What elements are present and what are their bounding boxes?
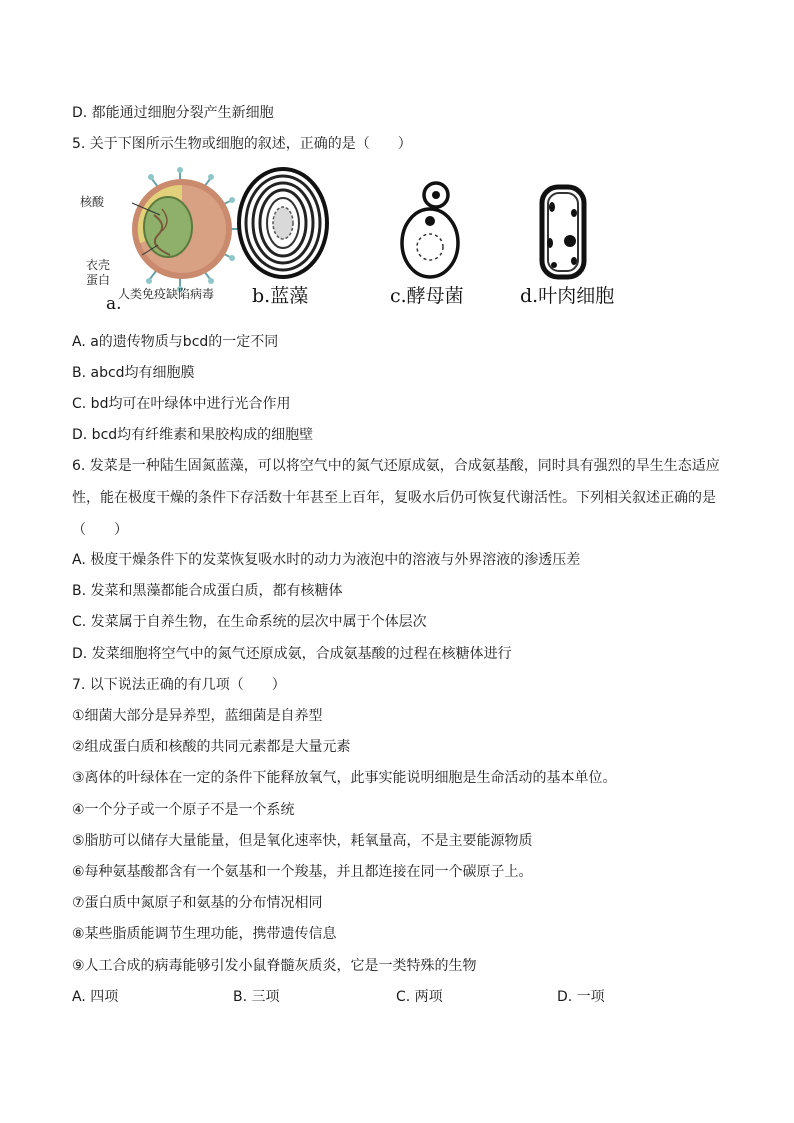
caption-d: d.叶肉细胞	[520, 285, 615, 307]
q6-option-c: C. 发菜属于自养生物，在生命系统的层次中属于个体层次	[72, 614, 427, 630]
q7-option-d: D. 一项	[557, 989, 605, 1005]
q5-figure	[72, 165, 652, 313]
q6-option-d: D. 发菜细胞将空气中的氮气还原成氨，合成氨基酸的过程在核糖体进行	[72, 646, 512, 662]
q7-option-c: C. 两项	[396, 989, 443, 1005]
caption-c: c.酵母菌	[390, 285, 464, 307]
caption-a: a.	[106, 294, 122, 314]
hiv-virus-image	[102, 165, 252, 295]
mesophyll-cell-image	[536, 183, 592, 283]
q7-stem: 7. 以下说法正确的有几项（ ）	[72, 677, 286, 693]
q5-option-a: A. a的遗传物质与bcd的一定不同	[72, 334, 279, 350]
prev-option-d: D. 都能通过细胞分裂产生新细胞	[72, 105, 274, 121]
label-capsid: 衣壳	[86, 258, 111, 272]
q5-option-d: D. bcd均有纤维素和果胶构成的细胞壁	[72, 427, 314, 443]
cyanobacteria-image	[237, 167, 329, 279]
caption-b: b.蓝藻	[252, 285, 309, 307]
q5-stem: 5. 关于下图所示生物或细胞的叙述，正确的是（ ）	[72, 136, 412, 152]
q6-option-a: A. 极度干燥条件下的发菜恢复吸水时的动力为液泡中的溶液与外界溶液的渗透压差	[72, 552, 581, 568]
q7-option-a: A. 四项	[72, 989, 119, 1005]
q7-item-9: ⑨人工合成的病毒能够引发小鼠脊髓灰质炎，它是一类特殊的生物	[72, 958, 477, 974]
label-nucleic-acid: 核酸	[80, 195, 105, 209]
q7-item-1: ①细菌大部分是异养型，蓝细菌是自养型	[72, 708, 323, 724]
q7-item-8: ⑧某些脂质能调节生理功能，携带遗传信息	[72, 926, 337, 942]
q5-option-b: B. abcd均有细胞膜	[72, 365, 195, 381]
q5-option-c: C. bd均可在叶绿体中进行光合作用	[72, 396, 291, 412]
q7-item-5: ⑤脂肪可以储存大量能量，但是氧化速率快，耗氧量高，不是主要能源物质	[72, 833, 533, 849]
q7-item-6: ⑥每种氨基酸都含有一个氨基和一个羧基，并且都连接在同一个碳原子上。	[72, 864, 533, 880]
label-virus-name: 人类免疫缺陷病毒	[118, 287, 215, 301]
q7-item-4: ④一个分子或一个原子不是一个系统	[72, 802, 295, 818]
q7-option-b: B. 三项	[233, 989, 280, 1005]
q7-item-7: ⑦蛋白质中氮原子和氨基的分布情况相同	[72, 895, 323, 911]
q6-option-b: B. 发菜和黑藻都能合成蛋白质，都有核糖体	[72, 583, 343, 599]
label-protein: 蛋白	[86, 273, 111, 287]
q6-stem: 6. 发菜是一种陆生固氮蓝藻，可以将空气中的氮气还原成氨，合成氨基酸，同时具有强烈的旱生生态适应性，能在极度干燥的条件下存活数十年甚至上百年，复吸水后仍可恢复代谢活性。下列相关叙述正确的是（ ）	[72, 458, 720, 538]
q7-item-2: ②组成蛋白质和核酸的共同元素都是大量元素	[72, 739, 351, 755]
q7-item-3: ③离体的叶绿体在一定的条件下能释放氧气，此事实能说明细胞是生命活动的基本单位。	[72, 770, 617, 786]
yeast-image	[394, 179, 466, 289]
